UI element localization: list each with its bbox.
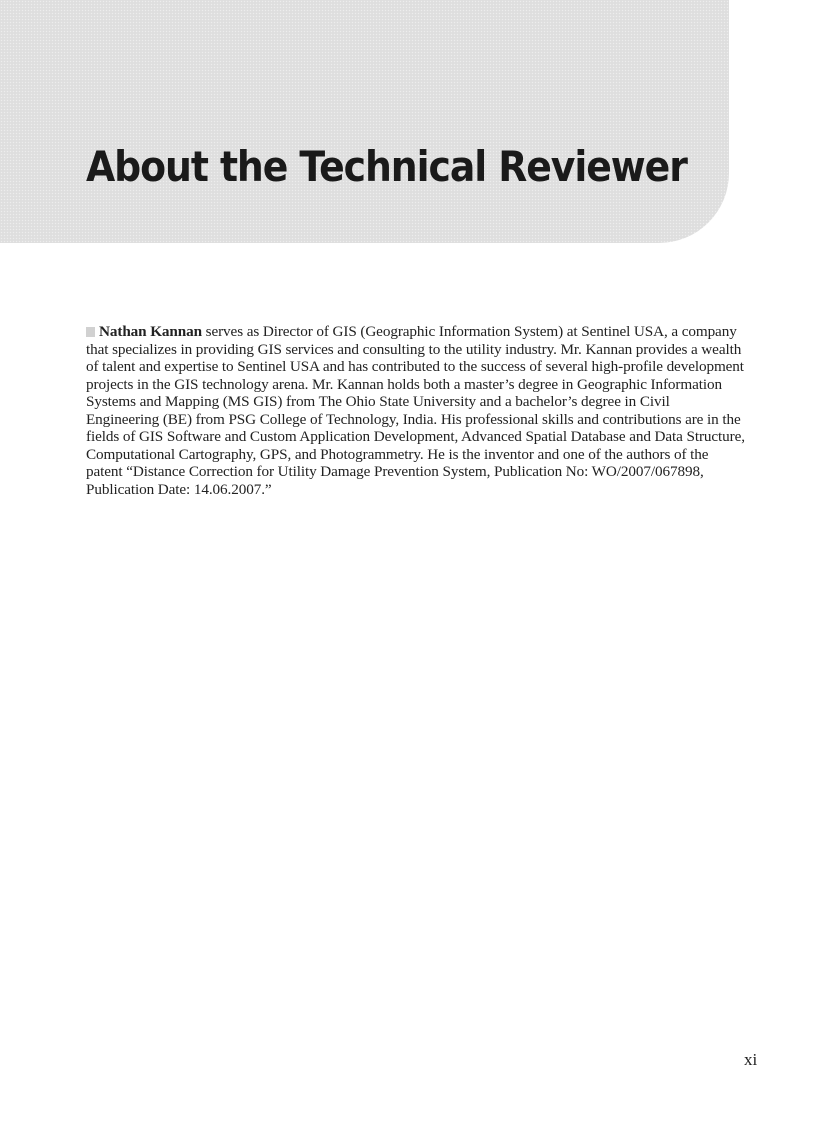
page-number: xi	[744, 1050, 758, 1069]
chapter-header-band	[0, 0, 729, 243]
reviewer-bio-text: serves as Director of GIS (Geographic Information System) at Sentinel USA, a company that specializes in providing GIS services and consulting to the utility industry. Mr. Kannan provides a wealth of talent and expertise to Sentinel USA and has contributed to the success of several high-profile development projects in the GIS technology arena. Mr. Kannan holds both a master’s degree in Geographic Information Systems and Mapping (MS GIS) from The Ohio State University and a bachelor’s degree in Civil Engineering (BE) from PSG College of Technology, India. His professional skills and contributions are in the fields of GIS Software and Custom Application Development, Advanced Spatial Database and Data Structure, Computational Cartography, GPS, and Photogrammetry. He is the inventor and one of the authors of the patent “Distance Correction for Utility Damage Prevention System, Publication No: WO/2007/067898, Publication Date: 14.06.2007.”	[86, 323, 745, 498]
reviewer-name: Nathan Kannan	[99, 323, 202, 340]
square-bullet-icon	[86, 327, 95, 337]
reviewer-bio	[86, 323, 746, 498]
chapter-title: About the Technical Reviewer	[86, 142, 687, 191]
